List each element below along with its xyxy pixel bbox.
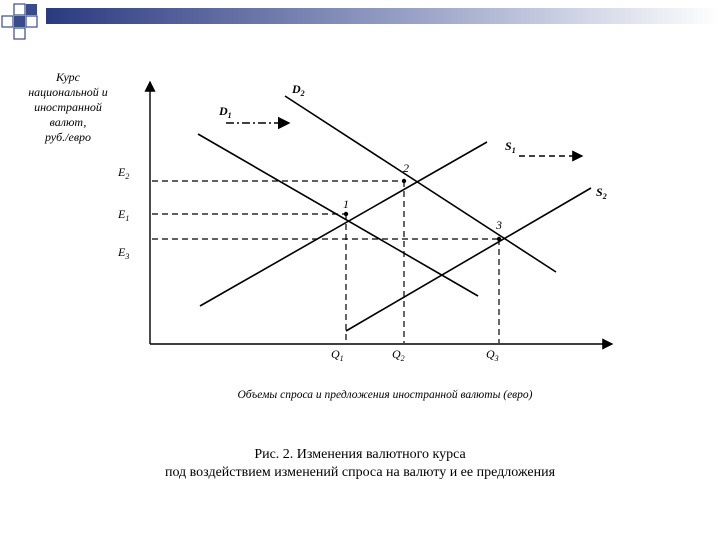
curve-s1 (200, 142, 487, 306)
label-point-3: 3 (496, 218, 502, 232)
curve-d2 (285, 96, 556, 272)
label-q2: $Q_2$ (392, 347, 405, 363)
label-s2: $S_2$ (596, 185, 607, 201)
label-e3: $E_3$ (118, 245, 130, 261)
label-e1: $E_1$ (118, 207, 130, 223)
label-q1: $Q_1$ (331, 347, 344, 363)
figure-caption (60, 446, 660, 482)
label-point-1: 1 (343, 197, 349, 211)
equilibrium-point-1 (344, 212, 348, 216)
label-s1: $S_1$ (505, 139, 516, 155)
equilibrium-point-2 (402, 179, 406, 183)
y-axis-label-line: национальной и (28, 85, 108, 99)
curve-d1 (198, 134, 478, 296)
y-axis-label-line: иностранной (34, 100, 102, 114)
x-axis-label: Объемы спроса и предложения иностранной валюты (евро) (237, 389, 533, 401)
label-d2: $D_2$ (292, 82, 305, 98)
caption-line-2: под воздействием изменений спроса на валюту и ее предложения (164, 465, 556, 480)
caption-line-1: Рис. 2. Изменения валютного курса (254, 447, 466, 462)
y-axis-label-line: руб./евро (44, 130, 92, 144)
y-axis-label-line: валют, (49, 115, 87, 129)
y-axis-label-line: Курс (56, 70, 80, 84)
equilibrium-point-3 (497, 237, 501, 241)
label-e2: $E_2$ (118, 165, 130, 181)
label-q3: $Q_3$ (486, 347, 499, 363)
curve-s2 (346, 188, 591, 331)
label-point-2: 2 (403, 161, 409, 175)
label-d1: $D_1$ (219, 104, 232, 120)
